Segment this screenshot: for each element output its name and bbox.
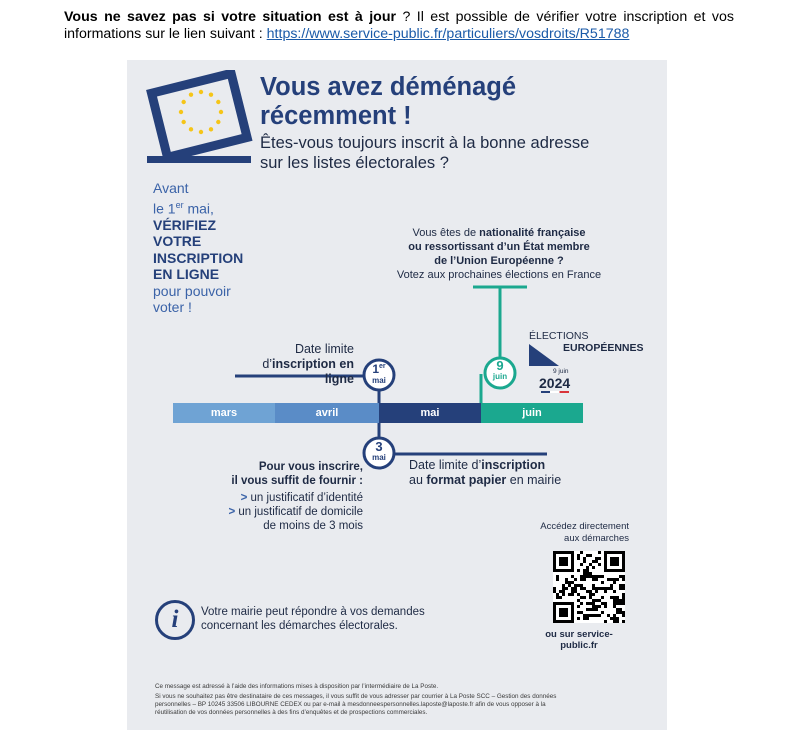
nat-pre: Vous êtes de bbox=[412, 227, 480, 239]
elections-label bbox=[529, 330, 589, 342]
qr-module bbox=[613, 620, 616, 623]
qr-module bbox=[592, 608, 595, 611]
qr-module bbox=[583, 596, 586, 599]
dl2-pre: Date limite d’ bbox=[409, 458, 482, 472]
mairie-line: Votre mairie peut répondre à vos demandes bbox=[201, 606, 425, 618]
nat-line: Votez aux prochaines élections en France bbox=[396, 269, 602, 281]
qr-module bbox=[592, 614, 595, 617]
qr-module bbox=[604, 587, 607, 590]
qr-module bbox=[565, 578, 568, 581]
qr-module bbox=[589, 572, 592, 575]
qr-module bbox=[622, 575, 625, 578]
service-public-text: ou sur service-public.fr bbox=[545, 629, 613, 651]
qr-module bbox=[580, 578, 583, 581]
qr-module bbox=[601, 581, 604, 584]
qr-module bbox=[619, 608, 622, 611]
qr-module bbox=[586, 554, 589, 557]
qr-module bbox=[574, 584, 577, 587]
qr-module bbox=[619, 611, 622, 614]
qr-module bbox=[589, 575, 592, 578]
qr-module bbox=[592, 566, 595, 569]
mairie-text bbox=[201, 605, 461, 633]
legal-notice bbox=[155, 683, 635, 717]
qr-module bbox=[592, 593, 595, 596]
qr-module bbox=[598, 551, 601, 554]
qr-module bbox=[580, 575, 583, 578]
qr-module bbox=[583, 569, 586, 572]
qr-module bbox=[592, 584, 595, 587]
month-timeline bbox=[173, 403, 583, 423]
qr-module bbox=[589, 596, 592, 599]
qr-module bbox=[622, 602, 625, 605]
qr-module bbox=[562, 587, 565, 590]
qr-module bbox=[556, 596, 559, 599]
qr-module bbox=[598, 599, 601, 602]
qr-module bbox=[559, 596, 562, 599]
qr-module bbox=[595, 575, 598, 578]
qr-module bbox=[598, 557, 601, 560]
qr-module bbox=[619, 602, 622, 605]
qr-module bbox=[559, 590, 562, 593]
qr-module bbox=[586, 590, 589, 593]
info-icon: i bbox=[155, 600, 195, 640]
avant-bold: INSCRIPTION bbox=[153, 249, 244, 266]
fournir-text: de moins de 3 mois bbox=[263, 520, 363, 532]
title-line: récemment ! bbox=[260, 102, 412, 130]
qr-finder bbox=[610, 557, 619, 566]
nat-bold: ou ressortissant d’un État membre bbox=[408, 241, 590, 253]
qr-module bbox=[556, 593, 559, 596]
qr-module bbox=[616, 608, 619, 611]
qr-module bbox=[598, 587, 601, 590]
qr-module bbox=[583, 557, 586, 560]
qr-module bbox=[622, 578, 625, 581]
qr-module bbox=[577, 557, 580, 560]
qr-module bbox=[580, 584, 583, 587]
qr-module bbox=[586, 572, 589, 575]
qr-module bbox=[592, 599, 595, 602]
qr-module bbox=[598, 575, 601, 578]
month-segment: mars bbox=[173, 403, 275, 423]
nat-bold: nationalité française bbox=[479, 227, 586, 239]
deadline-online bbox=[234, 342, 354, 387]
month-segment: juin bbox=[481, 403, 583, 423]
qr-module bbox=[586, 614, 589, 617]
qr-module bbox=[601, 575, 604, 578]
qr-module bbox=[562, 593, 565, 596]
qr-module bbox=[622, 593, 625, 596]
service-public-link[interactable]: https://www.service-public.fr/particuliers/vosdroits/R51788 bbox=[266, 26, 630, 42]
qr-module bbox=[613, 617, 616, 620]
avant-bold: EN LIGNE bbox=[153, 266, 220, 283]
qr-module bbox=[604, 605, 607, 608]
qr-module bbox=[592, 578, 595, 581]
qr-module bbox=[601, 602, 604, 605]
elections-euro: EUROPÉENNES bbox=[563, 342, 644, 354]
qr-module bbox=[601, 587, 604, 590]
documents-required bbox=[167, 460, 363, 533]
qr-module bbox=[607, 587, 610, 590]
qr-module bbox=[616, 620, 619, 623]
qr-module bbox=[613, 578, 616, 581]
qr-module bbox=[568, 581, 571, 584]
qr-module bbox=[583, 578, 586, 581]
qr-module bbox=[613, 614, 616, 617]
fournir-text: un justificatif de domicile bbox=[235, 506, 363, 518]
qr-module bbox=[586, 602, 589, 605]
dl2-bold: format papier bbox=[426, 473, 507, 487]
badge-num: 1 bbox=[372, 362, 380, 376]
qr-module bbox=[553, 587, 556, 590]
dl2-line bbox=[409, 473, 561, 488]
qr-module bbox=[607, 614, 610, 617]
qr-module bbox=[601, 611, 604, 614]
qr-module bbox=[583, 575, 586, 578]
qr-module bbox=[565, 581, 568, 584]
qr-module bbox=[589, 563, 592, 566]
bullet-icon: > bbox=[240, 492, 248, 504]
avant-line: voter ! bbox=[153, 299, 192, 316]
qr-module bbox=[556, 578, 559, 581]
nat-bold: de l’Union Européenne ? bbox=[434, 255, 564, 267]
qr-module bbox=[604, 620, 607, 623]
fournir-item bbox=[167, 491, 363, 505]
qr-module bbox=[577, 584, 580, 587]
qr-module bbox=[613, 602, 616, 605]
elections-line: ÉLECTIONS bbox=[529, 330, 589, 342]
qr-module bbox=[580, 602, 583, 605]
qr-module bbox=[622, 596, 625, 599]
avant-line: Avant bbox=[153, 180, 189, 196]
qr-module bbox=[574, 590, 577, 593]
qr-module bbox=[604, 590, 607, 593]
qr-module bbox=[622, 599, 625, 602]
qr-module bbox=[577, 593, 580, 596]
qr-module bbox=[592, 560, 595, 563]
badge-num: 9 bbox=[496, 358, 504, 373]
qr-module bbox=[565, 587, 568, 590]
badge-month: mai bbox=[372, 376, 386, 385]
qr-module bbox=[556, 575, 559, 578]
tricolor-bar bbox=[541, 391, 569, 393]
qr-module bbox=[583, 614, 586, 617]
qr-module bbox=[613, 590, 616, 593]
qr-module bbox=[589, 608, 592, 611]
qr-module bbox=[607, 578, 610, 581]
qr-module bbox=[577, 554, 580, 557]
qr-module bbox=[598, 614, 601, 617]
badge-3-mai bbox=[364, 441, 394, 463]
qr-module bbox=[619, 599, 622, 602]
fournir-text: un justificatif d’identité bbox=[247, 492, 363, 504]
qr-module bbox=[595, 605, 598, 608]
bullet-icon: > bbox=[228, 506, 236, 518]
qr-module bbox=[574, 587, 577, 590]
month-segment: avril bbox=[275, 403, 379, 423]
qr-module bbox=[586, 617, 589, 620]
qr-module bbox=[583, 572, 586, 575]
qr-module bbox=[598, 605, 601, 608]
qr-module bbox=[616, 611, 619, 614]
badge-month: juin bbox=[492, 372, 508, 381]
qr-module bbox=[619, 584, 622, 587]
badge-1er-mai bbox=[364, 361, 394, 386]
dl2-post: en mairie bbox=[506, 473, 562, 487]
qr-module bbox=[598, 563, 601, 566]
qr-module bbox=[610, 596, 613, 599]
qr-module bbox=[610, 587, 613, 590]
deadline-paper bbox=[409, 458, 561, 488]
qr-module bbox=[595, 560, 598, 563]
dl2-bold: inscription bbox=[481, 458, 546, 472]
avant-sup: er bbox=[175, 199, 184, 210]
fournir-bold: il vous suffit de fournir : bbox=[231, 475, 363, 487]
subtitle-line: sur les listes électorales ? bbox=[260, 154, 449, 172]
qr-module bbox=[622, 587, 625, 590]
qr-module bbox=[622, 611, 625, 614]
avant-date-end: mai, bbox=[183, 200, 214, 217]
qr-module bbox=[613, 605, 616, 608]
intro-text: ? Il est possible de vérifier votre inscription et vos informations sur le lien suivant : bbox=[64, 9, 734, 42]
qr-module bbox=[601, 596, 604, 599]
qr-module bbox=[577, 569, 580, 572]
intro-paragraph bbox=[64, 9, 734, 43]
qr-module bbox=[610, 617, 613, 620]
avant-bold: VÉRIFIEZ bbox=[153, 216, 217, 233]
qr-module bbox=[562, 584, 565, 587]
dl1-bold: inscription en ligne bbox=[272, 357, 354, 386]
avant-line: pour pouvoir bbox=[153, 282, 231, 299]
qr-module bbox=[595, 590, 598, 593]
qr-module bbox=[580, 596, 583, 599]
legal-line: Ce message est adressé à l’aide des informations mises à disposition par l’intermédiaire de La Poste. bbox=[155, 683, 439, 690]
qr-module bbox=[592, 602, 595, 605]
badge-month: mai bbox=[372, 453, 386, 462]
qr-module bbox=[586, 575, 589, 578]
qr-module bbox=[619, 575, 622, 578]
qr-module bbox=[613, 599, 616, 602]
qr-module bbox=[583, 617, 586, 620]
legal-line: personnelles – BP 10245 33506 LIBOURNE CEDEX ou par e-mail à mesdonneespersonnelles.laposte@laposte.fr afin de vous opposer à la bbox=[155, 701, 546, 708]
qr-module bbox=[613, 581, 616, 584]
avant-date: le 1 bbox=[153, 200, 176, 217]
dl1-line: Date limite bbox=[294, 342, 354, 356]
qr-module bbox=[580, 611, 583, 614]
qr-module bbox=[583, 587, 586, 590]
qr-module bbox=[580, 563, 583, 566]
dl2-line bbox=[409, 458, 561, 473]
qr-module bbox=[604, 602, 607, 605]
avant-bold: VOTRE bbox=[153, 233, 202, 250]
qr-module bbox=[622, 620, 625, 623]
qr-module bbox=[616, 596, 619, 599]
dl2-pre: au bbox=[409, 473, 427, 487]
qr-module bbox=[610, 578, 613, 581]
qr-module bbox=[622, 584, 625, 587]
qr-module bbox=[589, 554, 592, 557]
qr-module bbox=[568, 593, 571, 596]
fournir-item bbox=[167, 505, 363, 519]
qr-module bbox=[577, 599, 580, 602]
qr-module bbox=[616, 599, 619, 602]
qr-module bbox=[589, 593, 592, 596]
qr-module bbox=[613, 596, 616, 599]
access-line: Accédez directement bbox=[540, 521, 629, 532]
qr-module bbox=[562, 590, 565, 593]
qr-module bbox=[595, 614, 598, 617]
elections-date: 9 juin bbox=[553, 368, 569, 375]
intro-bold: Vous ne savez pas si votre situation est à jour bbox=[64, 9, 397, 25]
qr-module bbox=[586, 566, 589, 569]
qr-module bbox=[592, 575, 595, 578]
election-poster bbox=[127, 60, 667, 730]
qr-module bbox=[622, 614, 625, 617]
qr-module bbox=[577, 617, 580, 620]
qr-module bbox=[571, 575, 574, 578]
qr-module bbox=[595, 608, 598, 611]
subtitle-line: Êtes-vous toujours inscrit à la bonne adresse bbox=[260, 134, 590, 152]
qr-module bbox=[616, 578, 619, 581]
qr-module bbox=[589, 614, 592, 617]
qr-finder bbox=[559, 608, 568, 617]
qr-module bbox=[595, 587, 598, 590]
qr-module bbox=[571, 593, 574, 596]
access-line: aux démarches bbox=[564, 533, 629, 544]
qr-module bbox=[595, 578, 598, 581]
elections-year: 2024 bbox=[539, 375, 571, 391]
qr-module bbox=[595, 557, 598, 560]
qr-module bbox=[571, 587, 574, 590]
qr-module bbox=[580, 587, 583, 590]
qr-module bbox=[595, 599, 598, 602]
qr-module bbox=[580, 551, 583, 554]
mairie-line: concernant les démarches électorales. bbox=[201, 620, 398, 632]
qr-module bbox=[574, 578, 577, 581]
qr-module bbox=[583, 560, 586, 563]
qr-module bbox=[616, 602, 619, 605]
month-segment: mai bbox=[379, 403, 481, 423]
qr-module bbox=[571, 581, 574, 584]
qr-module bbox=[589, 602, 592, 605]
qr-module bbox=[610, 584, 613, 587]
qr-module bbox=[592, 587, 595, 590]
qr-module bbox=[592, 605, 595, 608]
qr-module bbox=[619, 587, 622, 590]
dl1-pre: d’ bbox=[262, 357, 273, 371]
qr-module bbox=[589, 590, 592, 593]
badge-sup: er bbox=[379, 363, 386, 370]
dl1-line bbox=[234, 357, 354, 387]
qr-module bbox=[568, 584, 571, 587]
access-text bbox=[507, 521, 629, 545]
qr-module bbox=[577, 611, 580, 614]
qr-module bbox=[586, 569, 589, 572]
qr-finder bbox=[559, 557, 568, 566]
title-line: Vous avez déménagé bbox=[260, 73, 517, 101]
legal-line: Si vous ne souhaitez pas être destinataire de ces messages, il vous suffit de vous adresser par courrier à La Poste SCC – Gestion des données bbox=[155, 693, 557, 700]
qr-code-icon[interactable] bbox=[553, 551, 625, 623]
qr-module bbox=[577, 605, 580, 608]
qr-module bbox=[616, 617, 619, 620]
fournir-bold: Pour vous inscrire, bbox=[258, 461, 363, 473]
badge-9-juin bbox=[485, 360, 515, 382]
qr-module bbox=[571, 590, 574, 593]
legal-line: réutilisation de vos données personnelles à des fins d’enquêtes et de prospections commerciales. bbox=[155, 709, 428, 716]
qr-module bbox=[586, 608, 589, 611]
qr-module bbox=[553, 590, 556, 593]
badge-num: 3 bbox=[375, 439, 383, 454]
